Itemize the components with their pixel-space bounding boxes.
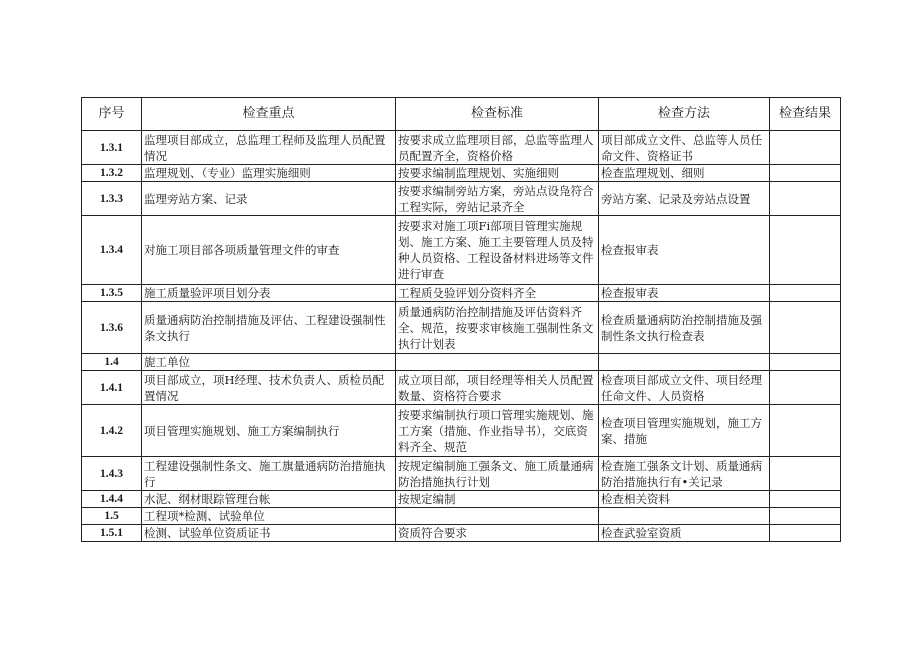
row-number: 1.3.5: [82, 285, 142, 302]
table-header-row: [82, 98, 841, 131]
row-result: [770, 165, 841, 182]
table-row: [82, 525, 841, 542]
row-standard: 资质符合要求: [396, 525, 599, 542]
table-row: [82, 508, 841, 525]
header-method: 检查方法: [599, 98, 770, 131]
row-standard: 按要求对施工项Fi部项目管理实施规划、施工方案、施工主要管理人员及特种人员资格、工程设备材料进场等文件进行审查: [396, 216, 599, 285]
row-number: 1.3.6: [82, 302, 142, 354]
table-row: [82, 285, 841, 302]
row-focus: 旎工单位: [142, 354, 396, 371]
table-row: [82, 216, 841, 285]
inspection-table: [81, 97, 841, 542]
row-method: 项目部成立文件、总监等人员任命文件、资格证书: [599, 131, 770, 165]
table-row: [82, 165, 841, 182]
row-method: 检查报审表: [599, 216, 770, 285]
row-method: 检查武验室资质: [599, 525, 770, 542]
row-method: 检查项目部成立文件、项目经理任命文件、人员资格: [599, 371, 770, 405]
row-method: 检查项目管理实施规划，施工方案、措施: [599, 405, 770, 457]
table-row: [82, 354, 841, 371]
row-focus: 工程建设强制性条文、施工旗量通病防治措施执行: [142, 457, 396, 491]
header-no: 序号: [82, 98, 142, 131]
row-number: 1.3.1: [82, 131, 142, 165]
row-method: [599, 354, 770, 371]
row-number: 1.3.2: [82, 165, 142, 182]
row-standard: [396, 354, 599, 371]
row-result: [770, 302, 841, 354]
row-method: 检查施工强条文计划、质量通病防治措施执行有•关记录: [599, 457, 770, 491]
row-focus: 项目管理实施规划、施工方案编制执行: [142, 405, 396, 457]
row-standard: 按要求编制监理规划、实施细则: [396, 165, 599, 182]
row-result: [770, 491, 841, 508]
row-number: 1.4.3: [82, 457, 142, 491]
row-focus: 监理项目部成立，总监理工程师及监理人员配置情况: [142, 131, 396, 165]
header-standard: 检查标准: [396, 98, 599, 131]
row-number: 1.5: [82, 508, 142, 525]
table-row: [82, 371, 841, 405]
row-standard: 按要求编制旁站方案，旁站点设凫符合工程实际，旁站记录齐全: [396, 182, 599, 216]
table-row: [82, 491, 841, 508]
table-row: [82, 131, 841, 165]
row-focus: 监理规划、（专业）监理实施细则: [142, 165, 396, 182]
header-result: 检查结果: [770, 98, 841, 131]
row-standard: 按要求成立监理项目部，总监等监理人员配置齐全，资格价格: [396, 131, 599, 165]
row-result: [770, 354, 841, 371]
table-row: [82, 302, 841, 354]
row-focus: 质量通病防治控制措施及评估、工程建设强制性条文执行: [142, 302, 396, 354]
row-focus: 水泥、纲材眼踪管理台帐: [142, 491, 396, 508]
row-number: 1.3.4: [82, 216, 142, 285]
table-row: [82, 182, 841, 216]
row-standard: [396, 508, 599, 525]
row-result: [770, 131, 841, 165]
row-result: [770, 457, 841, 491]
row-number: 1.4.2: [82, 405, 142, 457]
row-number: 1.4.4: [82, 491, 142, 508]
row-standard: 成立项目部，项目经理等相关人员配置数量、资格符合要求: [396, 371, 599, 405]
row-result: [770, 405, 841, 457]
row-number: 1.3.3: [82, 182, 142, 216]
table-row: [82, 405, 841, 457]
row-method: 检查质量通病防治控制措施及强制性条文执行检查表: [599, 302, 770, 354]
row-method: [599, 508, 770, 525]
row-result: [770, 216, 841, 285]
row-focus: 对施工项目部各项质量管理文件的审查: [142, 216, 396, 285]
row-result: [770, 525, 841, 542]
row-focus: 项目部成立，项H经理、技术负责人、质检员配置情况: [142, 371, 396, 405]
row-method: 旁站方案、记录及旁站点设置: [599, 182, 770, 216]
table-row: [82, 457, 841, 491]
row-standard: 按要求编制执行项口管理实施规划、施工方案（措施、作业指导书），交底资料齐全、规范: [396, 405, 599, 457]
row-result: [770, 371, 841, 405]
row-standard: 按规定编制施工强条文、施工质量通病防治措施执行计划: [396, 457, 599, 491]
row-result: [770, 182, 841, 216]
row-focus: 监理旁站方案、记录: [142, 182, 396, 216]
row-focus: 检测、试验单位资质证书: [142, 525, 396, 542]
row-number: 1.4.1: [82, 371, 142, 405]
row-standard: 质量通病防治控制措施及评估资料齐全、规范，按要求审核施工强制性条文执行计划表: [396, 302, 599, 354]
row-method: 检查监理规划、细则: [599, 165, 770, 182]
header-focus: 检查重点: [142, 98, 396, 131]
row-standard: 工程质殳验评划分资料齐全: [396, 285, 599, 302]
row-method: 检查报审表: [599, 285, 770, 302]
row-method: 检查相关资料: [599, 491, 770, 508]
row-number: 1.5.1: [82, 525, 142, 542]
row-standard: 按规定编制: [396, 491, 599, 508]
row-result: [770, 508, 841, 525]
row-result: [770, 285, 841, 302]
row-number: 1.4: [82, 354, 142, 371]
row-focus: 工程项*检测、试验单位: [142, 508, 396, 525]
row-focus: 施工质量验评项目划分表: [142, 285, 396, 302]
